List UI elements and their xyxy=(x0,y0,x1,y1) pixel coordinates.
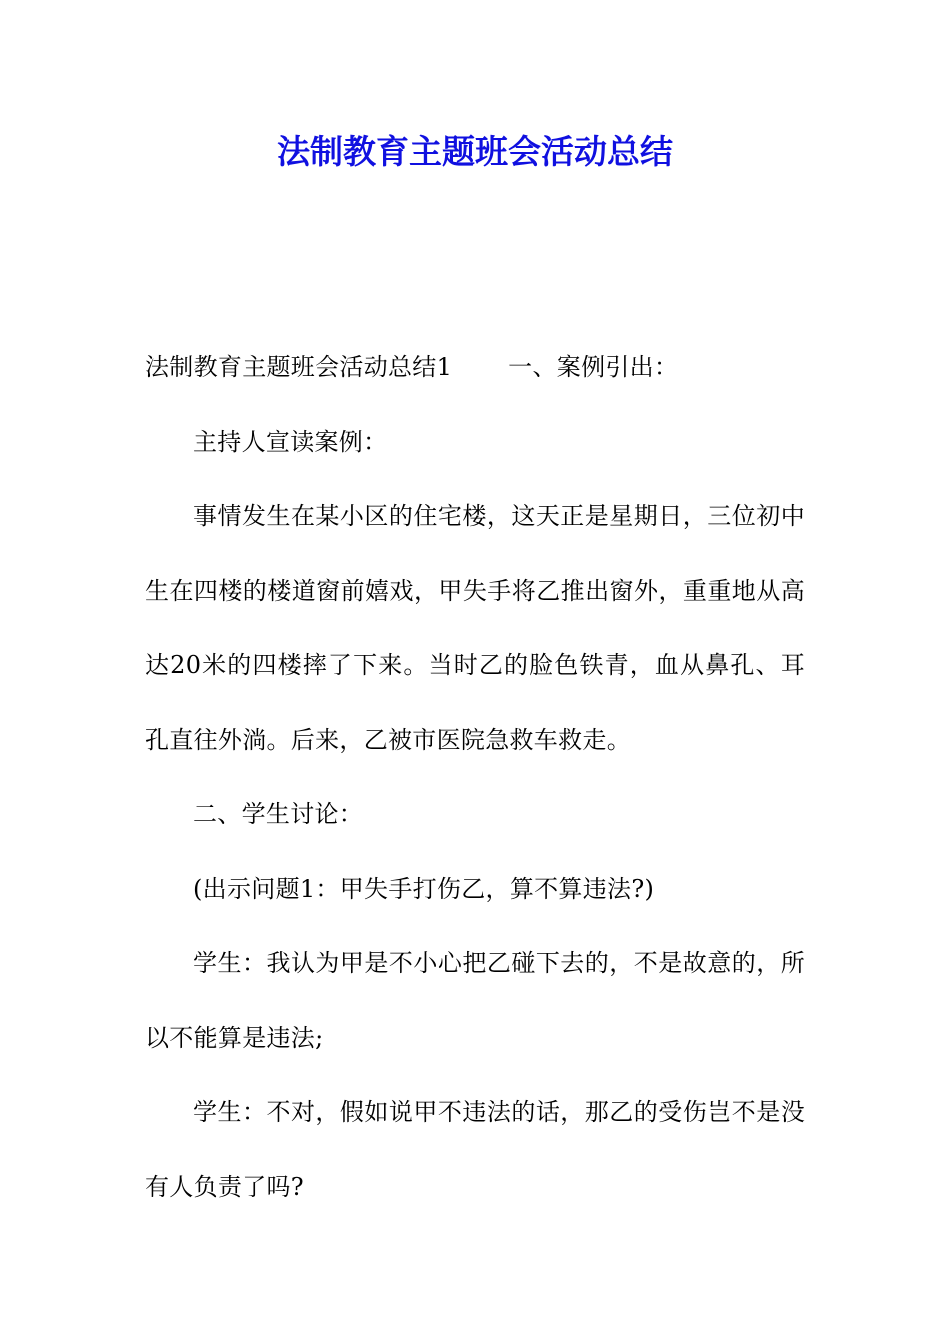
paragraph: 二、学生讨论： xyxy=(193,800,364,828)
section-subtitle: 法制教育主题班会活动总结1 xyxy=(145,353,453,381)
paragraph: 主持人宣读案例： xyxy=(193,427,388,456)
paragraph: 学生：我认为甲是不小心把乙碰下去的，不是故意的，所以不能算是违法; xyxy=(145,949,805,1052)
paragraph: 学生：不对，假如说甲不违法的话，那乙的受伤岂不是没有人负责了吗? xyxy=(145,1098,805,1201)
paragraph: 事情发生在某小区的住宅楼，这天正是星期日，三位初中生在四楼的楼道窗前嬉戏，甲失手将乙推出窗外，重重地从高达20米的四楼摔了下来。当时乙的脸色铁青，血从鼻孔、耳孔直往外淌。后来，乙被市医院急救车救走。 xyxy=(145,502,805,754)
document-body xyxy=(145,330,805,1224)
section-heading: 一、案例引出： xyxy=(508,353,679,381)
paragraph: (出示问题1：甲失手打伤乙，算不算违法?) xyxy=(193,874,655,903)
first-line xyxy=(145,330,805,405)
document-title: 法制教育主题班会活动总结 xyxy=(277,132,673,171)
